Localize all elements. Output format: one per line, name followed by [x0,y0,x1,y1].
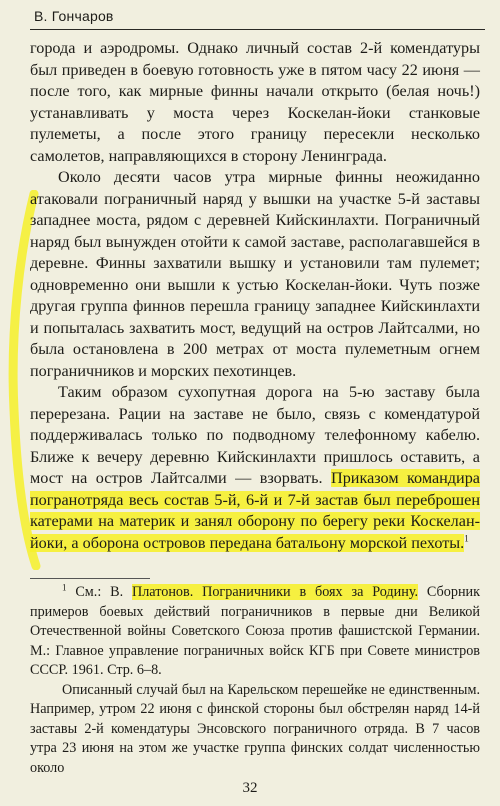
footnote-separator [30,578,150,579]
footnote-text: Сборник примеров боевых действий пограничников в первые дни Великой Отечественной войны Советского Союза против фашистской Германии. М.: Главное управление пограничных войск КГБ при Совете министров СССР. 1961. Стр. 6–8. [30,584,481,678]
body-text [30,38,480,554]
paragraph-1: города и аэродромы. Однако личный состав 2-й комендатуры был приведен в боевую готовность уже в пятом часу 22 июня — после того, как мирные финны начали открыто (белая ночь!) устанавливать у моста через Коскелан-йоки станковые пулеметы, а после этого границу пересекли несколько самолетов, направляющихся в сторону Ленинграда. [30,39,480,165]
highlighted-passage: Приказом командира погранотряда весь состав 5-й, 6-й и 7-й застав был переброшен катерами на материк и занял оборону по берегу реки Коскелан-йоки, а оборона островов передана батальону морской пехоты. [30,469,480,552]
footnote-lead: См.: В. [75,584,124,600]
footnote-1 [30,583,480,681]
paragraph-2: Около десяти часов утра мирные финны неожиданно атаковали пограничный наряд у вышки на участке 5-й заставы западнее моста, рядом с деревней Кийскинлахти. Пограничный наряд был вынужден отойти к самой заставе, располагавшейся в деревне. Финны захватили вышку и установили там пулемет; одновременно они вышли к устью Коскелан-йоки. Чуть позже другая группа финнов перешла границу западнее Кийскинлахти и попыталась захватить мост, ведущий на остров Лайтсалми, но была остановлена в 200 метрах от моста пулеметным огнем пограничников и морских пехотинцев. [30,168,480,380]
page-number: 32 [242,780,258,796]
closing-paragraph: Описанный случай был на Карельском перешейке не единственным. Например, утром 22 июня с финской стороны был обстрелян наряд 14-й заставы 2-й комендатуры Энсовского пограничного отряда. В 7 часов утра 23 июня на этом же участке группа финских солдат численностью около [30,681,480,776]
paragraph-3 [30,382,480,554]
paragraph-3-text: Таким образом сухопутная дорога на 5-ю заставу была перерезана. Рации на заставе не было, связь с комендатурой поддерживалась только по подводному телефонному кабелю. Ближе к вечеру деревню Кийскинлахти пришлось оставить, а мост на остров Лайтсалми — взорвать. [30,383,480,487]
footnote-area [30,583,480,778]
footnote-highlighted-title: Платонов. Пограничники в боях за Родину. [131,584,419,600]
header-divider [30,29,485,30]
footnote-marker: 1 [62,582,67,593]
footnote-reference: 1 [464,533,469,544]
running-head: В. Гончаров [34,8,114,24]
